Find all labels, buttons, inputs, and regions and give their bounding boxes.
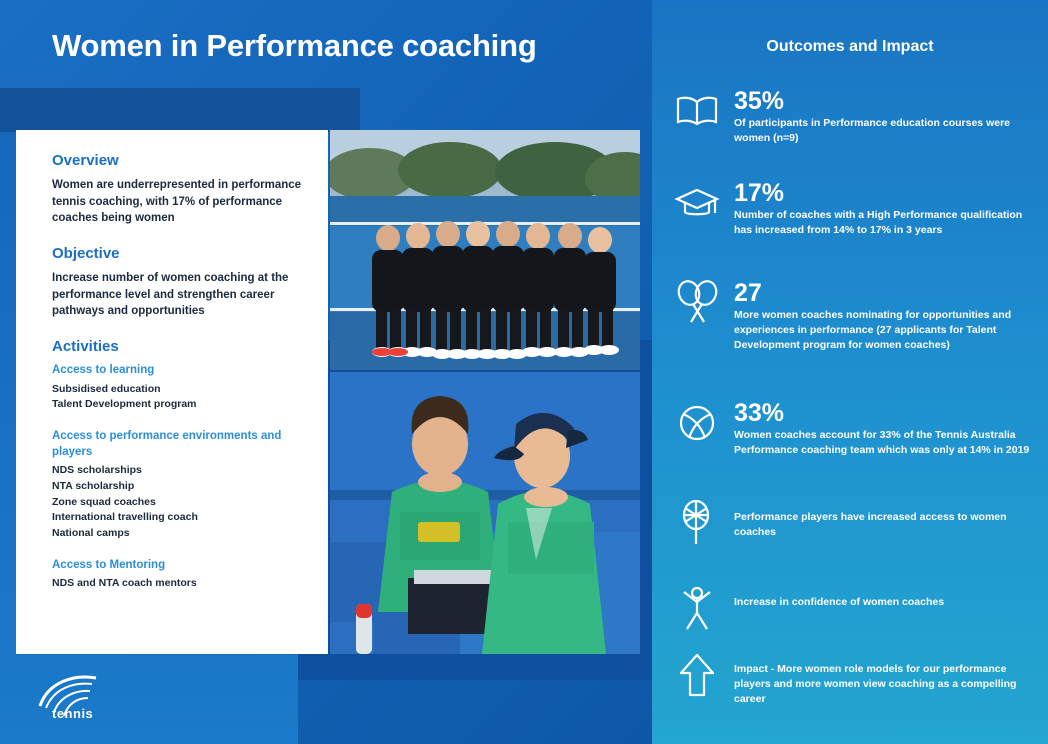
list-item: NTA scholarship xyxy=(52,479,135,492)
stat-body xyxy=(734,585,944,610)
activity-list xyxy=(52,382,302,414)
list-item: Talent Development program xyxy=(52,398,197,411)
stat-value: 35% xyxy=(734,87,785,115)
list-item: NDS and NTA coach mentors xyxy=(52,577,197,590)
stat-item-qualification xyxy=(672,180,1048,238)
stat-item-access xyxy=(672,500,1048,546)
open-book-icon xyxy=(672,88,722,134)
list-item: Zone squad coaches xyxy=(52,495,156,508)
activity-group-label: Access to Mentoring xyxy=(52,558,166,571)
stat-description: More women coaches nominating for opportunities and experiences in performance (27 applicants for Talent Development program for women coaches) xyxy=(734,309,1012,352)
stat-item-nominations xyxy=(672,280,1048,353)
activity-group-label: Access to learning xyxy=(52,364,155,377)
activity-group-label: Access to performance environments and players xyxy=(52,430,282,458)
stat-value: 27 xyxy=(734,279,762,307)
team-photo xyxy=(330,130,640,370)
title-band xyxy=(0,88,360,132)
stat-description: Of participants in Performance education courses were women (n=9) xyxy=(734,117,1010,145)
stat-body xyxy=(734,88,1034,146)
objective-text: Increase number of women coaching at the performance level and strengthen career pathways and opportunities xyxy=(52,272,289,318)
overview-text: Women are underrepresented in performance tennis coaching, with 17% of performance coaches being women xyxy=(52,179,302,225)
overview-heading: Overview xyxy=(52,152,119,169)
crossed-rackets-icon xyxy=(672,280,722,326)
overview-card xyxy=(16,130,328,654)
stat-value: 17% xyxy=(734,179,785,207)
stat-item-team-share xyxy=(672,400,1048,458)
tennis-racket-icon xyxy=(672,500,722,546)
stat-body xyxy=(734,280,1034,353)
stat-item-education xyxy=(672,88,1048,146)
stat-description: Number of coaches with a High Performance qualification has increased from 14% to 17% in 3 years xyxy=(734,209,1023,237)
objective-heading: Objective xyxy=(52,245,120,263)
logo-wordmark: tennis xyxy=(52,706,94,721)
activities-heading: Activities xyxy=(52,338,119,356)
stat-body xyxy=(734,180,1034,238)
stat-item-impact xyxy=(672,652,1048,707)
page-title: Women in Performance coaching xyxy=(52,28,537,63)
stat-body xyxy=(734,500,1034,540)
activity-list xyxy=(52,576,302,592)
up-arrow-icon xyxy=(672,652,722,698)
graduation-cap-icon xyxy=(672,180,722,226)
stat-description: Increase in confidence of women coaches xyxy=(734,596,945,608)
stat-body xyxy=(734,400,1034,458)
tennis-ball-icon xyxy=(672,400,722,446)
stat-description: Women coaches account for 33% of the Tennis Australia Performance coaching team which was only at 14% in 2019 xyxy=(734,429,1030,457)
activity-list xyxy=(52,463,302,542)
coach-player-photo xyxy=(330,372,640,654)
list-item: National camps xyxy=(52,527,130,540)
stat-value: 33% xyxy=(734,399,785,427)
outcomes-heading: Outcomes and Impact xyxy=(766,38,934,55)
person-celebrating-icon xyxy=(672,585,722,631)
stat-description: Impact - More women role models for our performance players and more women view coaching as a compelling career xyxy=(734,663,1017,705)
stat-item-confidence xyxy=(672,585,1048,631)
stat-body xyxy=(734,652,1034,707)
list-item: International travelling coach xyxy=(52,511,198,524)
stat-description: Performance players have increased access to women coaches xyxy=(734,511,1007,538)
list-item: Subsidised education xyxy=(52,382,161,395)
list-item: NDS scholarships xyxy=(52,464,142,477)
